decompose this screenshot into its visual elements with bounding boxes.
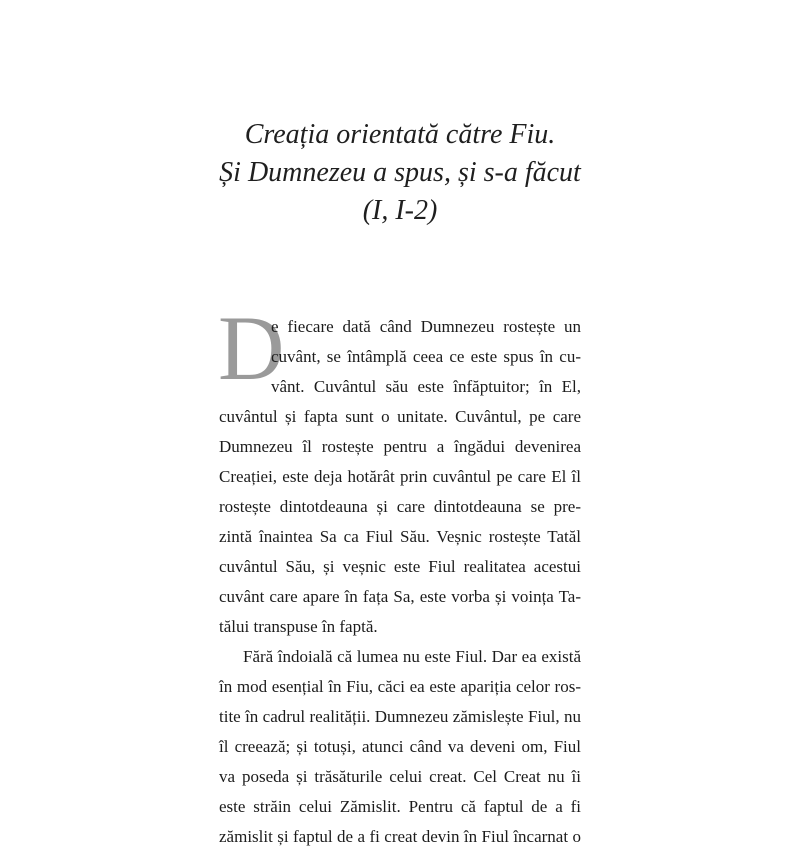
text-line: cuvânt care apare în fața Sa, este vorba și voința Ta- — [219, 587, 581, 606]
text-line: tite în cadrul realității. Dumnezeu zămislește Fiul, nu — [219, 707, 581, 726]
text-line: este străin celui Zămislit. Pentru că faptul de a fi — [219, 797, 581, 816]
text-line: rostește dintotdeauna și care dintotdeauna se pre- — [219, 497, 581, 516]
chapter-title-line-1: Creația orientată către Fiu. — [244, 119, 556, 150]
text-line: va poseda și trăsăturile celui creat. Cel Creat nu îi — [219, 767, 581, 786]
text-line: Creației, este deja hotărât prin cuvântul pe care El îl — [219, 467, 581, 486]
text-line: îl creează; și totuși, atunci când va deveni om, Fiul — [219, 737, 581, 756]
text-line: zămislit și faptul de a fi creat devin în Fiul încarnat o — [219, 827, 581, 846]
text-line: tălui transpuse în faptă. — [219, 617, 378, 636]
text-line: Dumnezeu îl rostește pentru a îngădui devenirea — [219, 437, 581, 456]
text-line: cuvânt, se întâmplă ceea ce este spus în cu- — [271, 347, 581, 366]
text-line: Fără îndoială că lumea nu este Fiul. Dar ea există — [243, 647, 581, 666]
chapter-title-line-2: Și Dumnezeu a spus, și s-a făcut — [219, 157, 581, 188]
body-text — [219, 312, 581, 852]
chapter-title — [200, 116, 600, 230]
text-line: cuvântul Său, și veșnic este Fiul realitatea acestui — [219, 557, 581, 576]
text-line: cuvântul și fapta sunt o unitate. Cuvântul, pe care — [219, 407, 581, 426]
text-line: în mod esențial în Fiu, căci ea este apariția celor ros- — [219, 677, 581, 696]
text-line: vânt. Cuvântul său este înfăptuitor; în El, — [271, 377, 581, 396]
text-line: e fiecare dată când Dumnezeu rostește un — [271, 317, 581, 336]
chapter-title-line-3: (I, I-2) — [362, 195, 438, 226]
drop-cap: D — [218, 297, 285, 399]
text-line: zintă înaintea Sa ca Fiul Său. Veșnic rostește Tatăl — [219, 527, 581, 546]
